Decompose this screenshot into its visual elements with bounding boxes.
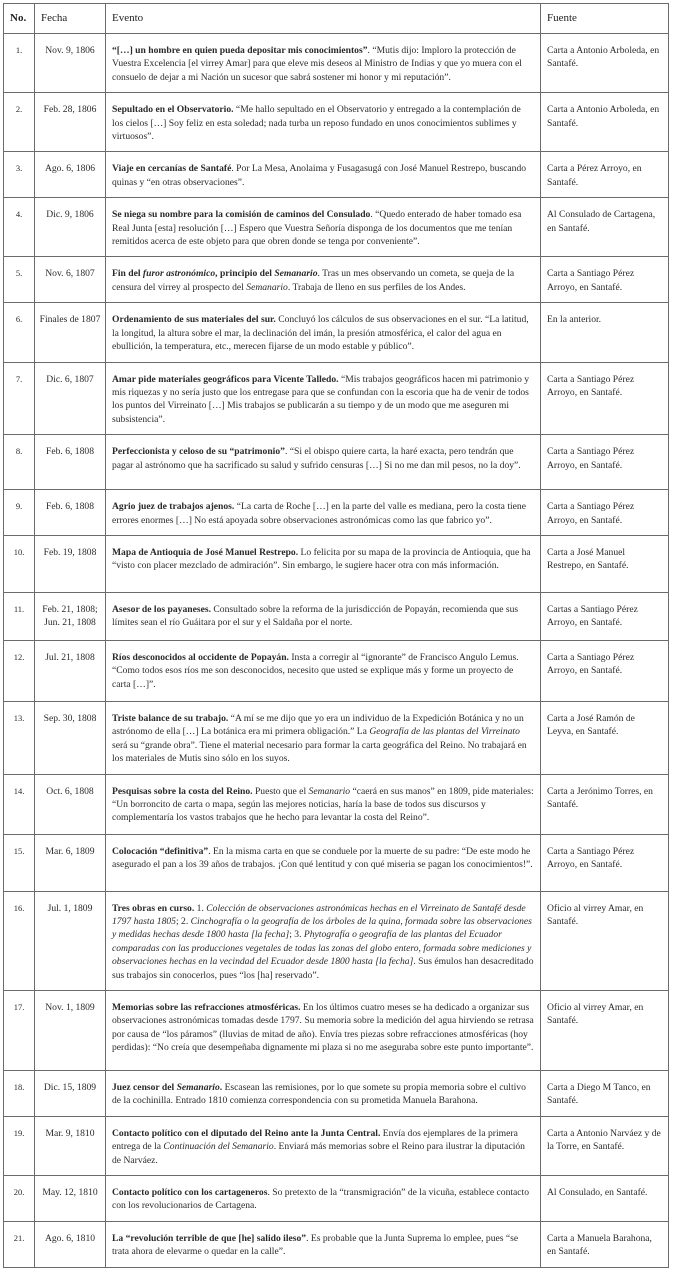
event-text: Semanario (246, 281, 288, 293)
row-source: Oficio al virrey Amar, en Santafé. (541, 891, 669, 990)
row-number: 18. (4, 1071, 35, 1117)
event-title: Perfeccionista y celoso de su “patrimonio” (112, 446, 285, 458)
row-date: Feb. 6, 1808 (35, 435, 106, 490)
event-title: Se niega su nombre para la comisión de caminos del Consulado (112, 209, 371, 221)
event-text: “La carta de Roche […] en la parte del valle es mediana, pero la costa tiene errores enormes […] No está apoyada sobre observaciones astronómicas como las que fabrico yo”. (112, 501, 526, 526)
row-number: 13. (4, 701, 35, 774)
table-row (4, 1116, 669, 1175)
row-date: Dic. 6, 1807 (35, 362, 106, 435)
event-title: Pesquisas sobre la costa del Reino. (112, 785, 253, 797)
row-source: Carta a Santiago Pérez Arroyo, en Santafé. (541, 362, 669, 435)
row-date: Dic. 9, 1806 (35, 198, 106, 257)
row-event (106, 257, 541, 303)
row-date: Feb. 6, 1808 (35, 490, 106, 536)
table-row (4, 1176, 669, 1222)
event-text: “A mí se me dijo que yo era un individuo de la Expedición Botánica y no un astrónomo de ella […] La botánica era mi primera obligación.” La (112, 712, 524, 738)
header-no: No. (4, 4, 35, 34)
table-row (4, 257, 669, 303)
table-row (4, 592, 669, 640)
event-text: . So pretexto de la “transmigración” de la vicuña, establece contacto con los revolucionarios de Cartagena. (112, 1187, 530, 1212)
event-text: . “Si el obispo quiere carta, la haré exacta, pero tendrán que pagar al astrónomo que ha sacrificado su salud y sufrido censuras […] Si no me dan mil pesos, no la doy”. (112, 446, 521, 471)
row-date: Nov. 1, 1809 (35, 991, 106, 1071)
row-event (106, 991, 541, 1071)
row-date: Finales de 1807 (35, 303, 106, 362)
row-number: 1. (4, 34, 35, 93)
row-number: 15. (4, 834, 35, 891)
event-text: Cinchografía o la geografía de los árboles de la quina, formada sobre las observaciones y medidas hechas desde 1800 hasta [la fecha] (112, 915, 532, 941)
row-number: 12. (4, 640, 35, 701)
row-date: Dic. 15, 1809 (35, 1071, 106, 1117)
table-row (4, 490, 669, 536)
row-event (106, 152, 541, 198)
event-title: Memorias sobre las refracciones atmosféricas. (112, 1002, 301, 1013)
event-title: Colocación “definitiva” (112, 845, 209, 857)
event-text: Concluyó los cálculos de sus observaciones en el sur. “La latitud, la longitud, la altura sobre el mar, la declinación del imán, la presión atmosférica, el calor del agua en ebullición, la temperatura, etc., merecen fijarse de un modo estable y público”. (112, 314, 529, 353)
event-title: “[…] un hombre en quien pueda depositar mis conocimientos” (112, 45, 368, 56)
event-title: Ríos desconocidos al occidente de Popayán. (112, 651, 289, 663)
row-event (106, 435, 541, 490)
event-text: Escasean las remisiones, por lo que somete su propia memoria sobre el cultivo de la cochinilla. Entrado 1810 comienza correspondencia con su prometida Manuela Barahona. (112, 1082, 526, 1107)
row-date: Jul. 21, 1808 (35, 640, 106, 701)
table-row (4, 640, 669, 701)
row-number: 9. (4, 490, 35, 536)
event-title: , principio del (215, 268, 275, 280)
event-title: Semanario (176, 1082, 220, 1093)
event-title: Sepultado en el Observatorio. (112, 104, 234, 116)
event-text: Semanario (308, 785, 351, 797)
table-row (4, 34, 669, 93)
header-event: Evento (106, 4, 541, 34)
event-text: “caerá en sus manos” en 1809, pide materiales: “Un borroncito de carta o mapa, según las mejores noticias, haría la base de todos sus discursos y complementaría los vastos trabajos que he hecho para levantar la costa del Reino”. (112, 785, 534, 824)
row-source: Carta a Manuela Barahona, en Santafé. (541, 1221, 669, 1267)
row-source: Carta a Antonio Arboleda, en Santafé. (541, 34, 669, 93)
event-title: Contacto político con los cartageneros (112, 1187, 268, 1199)
event-text: . Sus émulos han desacreditado sus trabajos sin conocerlos, pues “los [ha] reservado”. (112, 956, 534, 981)
table-row (4, 198, 669, 257)
row-source: Carta a Antonio Narváez y de la Torre, en Santafé. (541, 1116, 669, 1175)
row-source: Oficio al virrey Amar, en Santafé. (541, 991, 669, 1071)
row-date: Nov. 9, 1806 (35, 34, 106, 93)
event-title: Mapa de Antioquia de José Manuel Restrepo. (112, 546, 299, 558)
event-title: Juez censor del (112, 1082, 177, 1093)
row-source: Carta a Santiago Pérez Arroyo, en Santafé. (541, 640, 669, 701)
table-header-row (4, 4, 669, 34)
event-text: ; 3. (289, 929, 304, 941)
row-source: Carta a Santiago Pérez Arroyo, en Santafé. (541, 435, 669, 490)
row-event (106, 592, 541, 640)
table-row (4, 991, 669, 1071)
row-source: Carta a Jerónimo Torres, en Santafé. (541, 774, 669, 834)
event-text: . Tras un mes observando un cometa, se queja de la censura del virrey al prospecto del (112, 268, 515, 293)
row-event (106, 834, 541, 891)
event-text: . Enviará más memorias sobre el Reino para ilustrar la diputación de Narváez. (112, 1141, 525, 1166)
row-event (106, 1221, 541, 1267)
row-source: Carta a José Manuel Restrepo, en Santafé. (541, 535, 669, 592)
row-number: 20. (4, 1176, 35, 1222)
event-title: Contacto político con el diputado del Reino ante la Junta Central. (112, 1127, 381, 1139)
table-row (4, 362, 669, 435)
row-date: Ago. 6, 1806 (35, 152, 106, 198)
row-source: Carta a Antonio Arboleda, en Santafé. (541, 93, 669, 152)
row-event (106, 362, 541, 435)
row-number: 10. (4, 535, 35, 592)
row-event (106, 1116, 541, 1175)
table-row (4, 834, 669, 891)
row-number: 4. (4, 198, 35, 257)
event-title: Viaje en cercanías de Santafé (112, 163, 232, 175)
event-title: Agrio juez de trabajos ajenos. (112, 501, 235, 513)
row-date: May. 12, 1810 (35, 1176, 106, 1222)
row-number: 5. (4, 257, 35, 303)
row-number: 16. (4, 891, 35, 990)
row-number: 7. (4, 362, 35, 435)
event-title: La “revolución terrible de que [he] salido ileso” (112, 1232, 307, 1244)
row-number: 2. (4, 93, 35, 152)
table-row (4, 535, 669, 592)
table-row (4, 1221, 669, 1267)
table-row (4, 891, 669, 990)
event-title: . (219, 1082, 223, 1093)
event-text: Lo felicita por su mapa de la provincia de Antioquia, que ha “visto con placer mezclado de admiración”. Sin embargo, le sugiere hacer otra con más información. (112, 546, 531, 572)
event-text: “Mis trabajos geográficos hacen mi patrimonio y mis riquezas y no sería justo que los entregase para que se confundan con la escoria que ha de venir de todos los puntos del Virreinato […] Mis trabajos se publicarán a su tiempo y de un modo que me aseguren mi subsistencia”. (112, 373, 530, 425)
row-number: 14. (4, 774, 35, 834)
event-text: . “Mutis dijo: Imploro la protección de Vuestra Excelencia [el virrey Amar] para que eleve mis deseos al Ministro de Indias y que yo muera con el consuelo de dejar a mi Nación un sucesor que sabrá sostener mi honor y mi reputación”. (112, 45, 522, 83)
row-source: Carta a Pérez Arroyo, en Santafé. (541, 152, 669, 198)
row-date: Nov. 6, 1807 (35, 257, 106, 303)
event-text: Puesto que el (252, 785, 309, 797)
row-event (106, 1176, 541, 1222)
row-source: Al Consulado de Cartagena, en Santafé. (541, 198, 669, 257)
event-text: será su “grande obra”. Tiene el material necesario para formar la carta geográfica del Reino. No trabajará en los materiales de Mutis sino sólo en los suyos. (112, 739, 527, 765)
row-number: 3. (4, 152, 35, 198)
table-row (4, 435, 669, 490)
event-text: . Por La Mesa, Anolaima y Fusagasugá con José Manuel Restrepo, buscando quinas y “en otras observaciones”. (112, 163, 527, 188)
event-text: . Es probable que la Junta Suprema lo emplee, pues “se trata ahora de elevarme o quedar en la calle”. (112, 1232, 519, 1258)
header-source: Fuente (541, 4, 669, 34)
row-date: Feb. 21, 1808; Jun. 21, 1808 (35, 592, 106, 640)
event-text: . “Quedo enterado de haber tomado esa Real Junta [esta] resolución […] Espero que Vuestra Señoría disponga de los documentos que me tenían remitidos acerca de este objeto para que obren donde se tenga por conveniente”. (112, 209, 522, 248)
row-number: 17. (4, 991, 35, 1071)
event-text: . En la misma carta en que se conduele por la muerte de su padre: “De este modo he asegurado el pan a los 39 años de trabajos. ¡Con qué lentitud y con qué miseria se pagan los conocimientos!”. (112, 845, 533, 870)
table-row (4, 701, 669, 774)
event-text: Geografía de las plantas del Virreinato (369, 726, 520, 738)
event-title: Semanario (274, 268, 318, 280)
event-title: furor astronómico (142, 268, 216, 280)
event-title: Ordenamiento de sus materiales del sur. (112, 314, 276, 326)
row-source: En la anterior. (541, 303, 669, 362)
table-row (4, 152, 669, 198)
row-number: 6. (4, 303, 35, 362)
row-source: Carta a Santiago Pérez Arroyo, en Santafé. (541, 834, 669, 891)
row-event (106, 1071, 541, 1117)
row-event (106, 34, 541, 93)
row-event (106, 535, 541, 592)
event-text: Continuación del Semanario (163, 1141, 274, 1153)
row-number: 8. (4, 435, 35, 490)
row-event (106, 640, 541, 701)
event-title: Asesor de los payaneses. (112, 603, 211, 615)
header-date: Fecha (35, 4, 106, 34)
row-date: Ago. 6, 1810 (35, 1221, 106, 1267)
event-title: Triste balance de su trabajo. (112, 712, 229, 724)
row-source: Carta a Santiago Pérez Arroyo, en Santafé. (541, 257, 669, 303)
event-text: . Trabaja de lleno en sus perfiles de los Andes. (287, 281, 466, 293)
row-number: 21. (4, 1221, 35, 1267)
row-event (106, 198, 541, 257)
table-row (4, 93, 669, 152)
row-date: Feb. 19, 1808 (35, 535, 106, 592)
event-text: Colección de observaciones astronómicas hechas en el Virreinato de Santafé desde 1797 hasta 1805 (112, 902, 526, 927)
row-source: Al Consulado, en Santafé. (541, 1176, 669, 1222)
event-title: Tres obras en curso. (112, 902, 195, 914)
row-event (106, 774, 541, 834)
table-row (4, 1071, 669, 1117)
row-event (106, 701, 541, 774)
event-title: Fin del (112, 268, 143, 280)
event-text: “Me hallo sepultado en el Observatorio y entregado a la contemplación de los cielos […] Soy feliz en esta soledad; nada turba un reposo fundado en unos conocimientos sublimes y virtuosos”. (112, 104, 521, 143)
row-source: Carta a Diego M Tanco, en Santafé. (541, 1071, 669, 1117)
row-source: Carta a José Ramón de Leyva, en Santafé. (541, 701, 669, 774)
row-event (106, 93, 541, 152)
event-title: Amar pide materiales geográficos para Vicente Talledo. (112, 373, 339, 385)
row-event (106, 303, 541, 362)
event-text: En los últimos cuatro meses se ha dedicado a organizar sus observaciones astronómicas tomadas desde 1797. Su memoria sobre la medición del agua hirviendo se retrasa por causa de “los páramos” (lluvias de mitad de año). Envía tres piezas sobre refracciones atmosféricas (hoy perdidas): “No creía que desempeñaba dignamente mi plaza si no me aseguraba sobre este punto importante”. (112, 1002, 534, 1054)
row-date: Jul. 1, 1809 (35, 891, 106, 990)
row-source: Carta a Santiago Pérez Arroyo, en Santafé. (541, 490, 669, 536)
table-row (4, 774, 669, 834)
event-text: Consultado sobre la reforma de la jurisdicción de Popayán, recomienda que sus límites sean el río Guáitara por el sur y el Saldaña por el norte. (112, 603, 519, 629)
row-date: Sep. 30, 1808 (35, 701, 106, 774)
row-number: 19. (4, 1116, 35, 1175)
row-date: Oct. 6, 1808 (35, 774, 106, 834)
event-text: Envía dos ejemplares de la primera entrega de la (112, 1127, 518, 1153)
table-row (4, 303, 669, 362)
event-text: 1. (194, 902, 207, 914)
table-body (4, 34, 669, 1268)
event-text: ; 2. (175, 915, 191, 927)
row-date: Feb. 28, 1806 (35, 93, 106, 152)
row-event (106, 891, 541, 990)
row-date: Mar. 6, 1809 (35, 834, 106, 891)
row-number: 11. (4, 592, 35, 640)
row-event (106, 490, 541, 536)
row-source: Cartas a Santiago Pérez Arroyo, en Santafé. (541, 592, 669, 640)
event-text: Phytografía o geografía de las plantas del Ecuador comparadas con las producciones vegetales de todas las zonas del globo entero, formada sobre mediciones y observaciones hechas en la vecindad del Ecuador desde 1800 hasta [la fecha] (112, 929, 532, 968)
event-text: Insta a corregir al “ignorante” de Francisco Angulo Lemus. “Como todos esos ríos me son desconocidos, necesito que usted se explique más y forme un proyecto de carta […]”. (112, 651, 519, 690)
row-date: Mar. 9, 1810 (35, 1116, 106, 1175)
chronology-table (3, 3, 669, 1268)
